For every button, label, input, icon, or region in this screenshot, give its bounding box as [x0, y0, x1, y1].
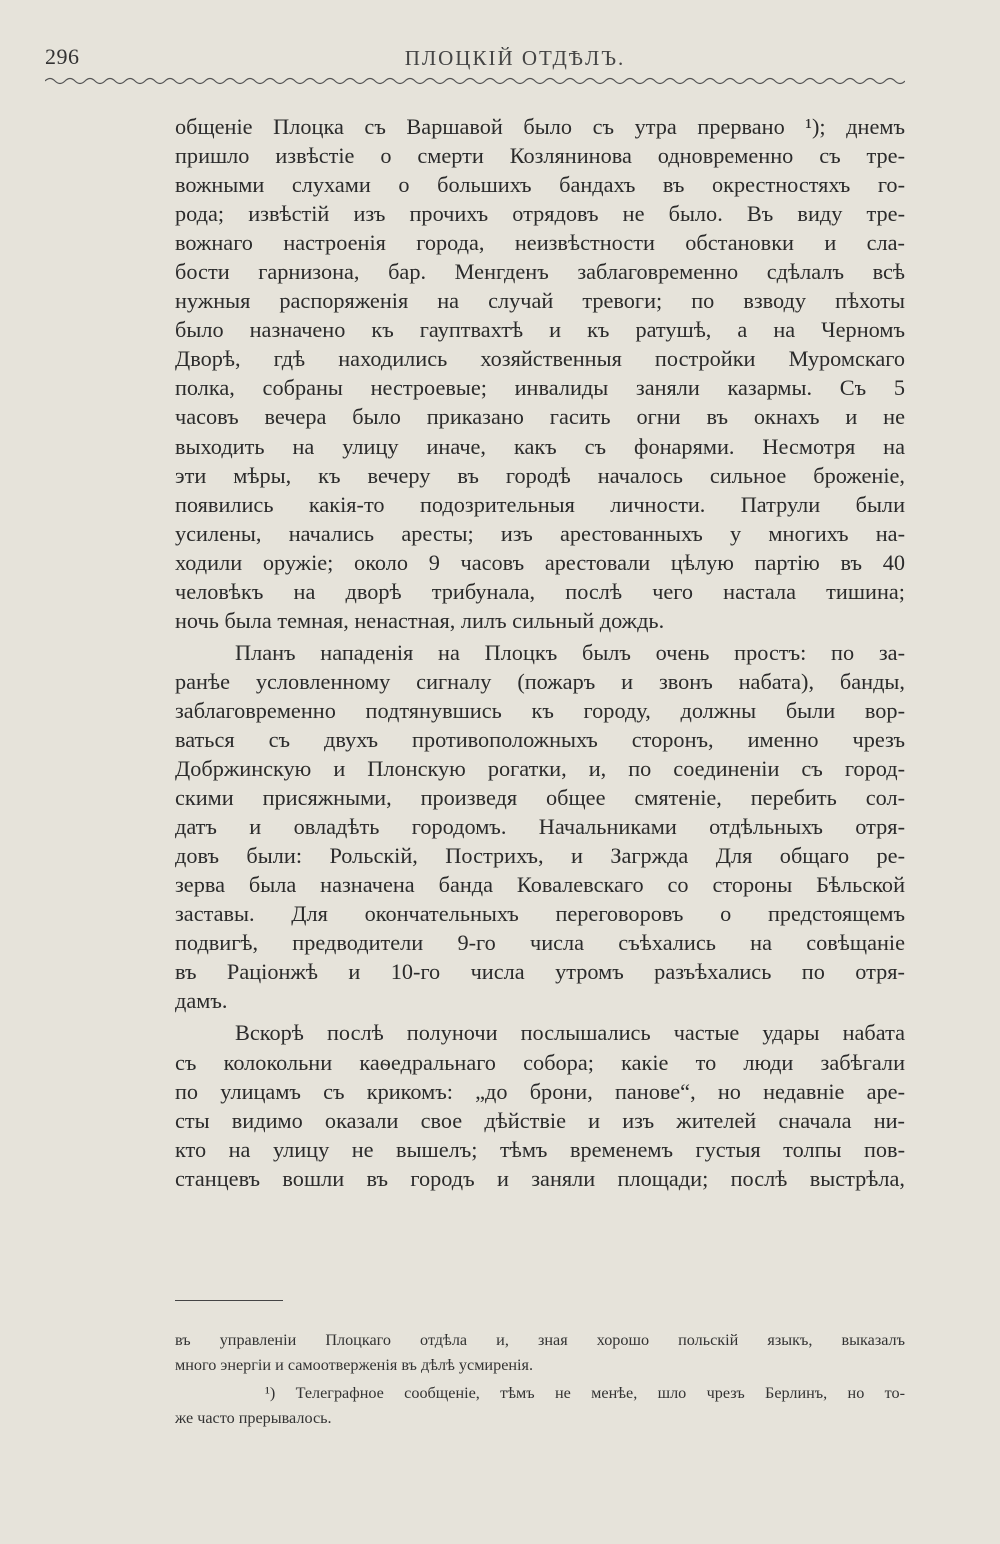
text-line: ранѣе условленному сигналу (пожаръ и звонъ набата), банды,: [175, 668, 905, 694]
text-line: Дворѣ, гдѣ находились хозяйственныя постройки Муромскаго: [175, 346, 905, 372]
text-line: Добржинскую и Плонскую рогатки, и, по соединеніи съ город-: [175, 756, 905, 782]
text-line: эти мѣры, къ вечеру въ городѣ началось сильное броженіе,: [175, 462, 905, 488]
text-line: заблаговременно подтянувшись къ городу, должны были вор-: [175, 697, 905, 723]
page-number: 296: [45, 44, 80, 69]
paragraph: [175, 112, 905, 635]
text-line: пришло извѣстіе о смерти Козлянинова одновременно съ тре-: [175, 143, 905, 169]
text-line: Планъ нападенія на Плоцкъ былъ очень простъ: по за-: [235, 639, 905, 665]
text-line: по улицамъ съ крикомъ: „до брони, панове“, но недавніе аре-: [175, 1078, 905, 1104]
text-line: ваться съ двухъ противоположныхъ сторонъ, именно чрезъ: [175, 726, 905, 752]
text-line: въ Раціонжѣ и 10-го числа утромъ разъѣхались по отря-: [175, 959, 905, 985]
footnote-line: въ управленіи Плоцкаго отдѣла и, зная хорошо польскій языкъ, выказалъ: [175, 1331, 905, 1349]
text-line: часовъ вечера было приказано гасить огни въ окнахъ и не: [175, 404, 905, 430]
footnote: [175, 1381, 905, 1430]
text-line: полка, собраны нестроевые; инвалиды заняли казармы. Съ 5: [175, 375, 905, 401]
page-header: [0, 0, 1000, 100]
text-line: выходить на улицу иначе, какъ съ фонарями. Несмотря на: [175, 433, 905, 459]
text-line: станцевъ вошли въ городъ и заняли площади; послѣ выстрѣла,: [175, 1165, 905, 1191]
body-text: [175, 112, 905, 1193]
footnote-line: ¹) Телеграфное сообщеніе, тѣмъ не менѣе, шло чрезъ Берлинъ, но то-: [265, 1384, 905, 1402]
text-line: нужныя распоряженія на случай тревоги; по взводу пѣхоты: [175, 288, 905, 314]
header-wavy-rule: [45, 74, 905, 88]
text-line: зерва была назначена банда Ковалевскаго со стороны Бѣльской: [175, 872, 905, 898]
text-line: довъ были: Рольскій, Пострихъ, и Загржда Для общаго ре-: [175, 843, 905, 869]
running-title: ПЛОЦКІЙ ОТДѢЛЪ.: [404, 46, 626, 70]
text-line: съ колокольни каѳедральнаго собора; какіе то люди забѣгали: [175, 1049, 905, 1075]
text-line: скими присяжными, произведя общее смятеніе, перебить сол-: [175, 785, 905, 811]
text-line: заставы. Для окончательныхъ переговоровъ о предстоящемъ: [175, 901, 905, 927]
text-line: рода; извѣстій изъ прочихъ отрядовъ не было. Въ виду тре-: [175, 201, 905, 227]
footnotes: [175, 1328, 905, 1430]
text-line: кто на улицу не вышелъ; тѣмъ временемъ густыя толпы пов-: [175, 1136, 905, 1162]
text-line: подвигѣ, предводители 9-го числа съѣхались на совѣщаніе: [175, 930, 905, 956]
text-line: бости гарнизона, бар. Менгденъ заблаговременно сдѣлалъ всѣ: [175, 259, 905, 285]
text-line: ходили оружіе; около 9 часовъ арестовали цѣлую партію въ 40: [175, 549, 905, 575]
text-line: датъ и овладѣть городомъ. Начальниками отдѣльныхъ отря-: [175, 814, 905, 840]
paragraph: [175, 1018, 905, 1192]
text-line: вожнаго настроенія города, неизвѣстности обстановки и сла-: [175, 230, 905, 256]
footnote-line: же часто прерывалось.: [175, 1408, 332, 1427]
text-line: вожными слухами о большихъ бандахъ въ окрестностяхъ го-: [175, 172, 905, 198]
text-line: ночь была темная, ненастная, лилъ сильный дождь.: [175, 607, 665, 633]
footnote-line: много энергіи и самоотверженія въ дѣлѣ усмиренія.: [175, 1355, 534, 1374]
text-line: сты видимо оказали свое дѣйствіе и изъ жителей сначала ни-: [175, 1107, 905, 1133]
text-line: усилены, начались аресты; изъ арестованныхъ у многихъ на-: [175, 520, 905, 546]
footnote-separator: [175, 1300, 283, 1301]
text-line: общеніе Плоцка съ Варшавой было съ утра прервано ¹); днемъ: [175, 114, 905, 139]
text-line: человѣкъ на дворѣ трибунала, послѣ чего настала тишина;: [175, 578, 905, 604]
text-line: появились какія-то подозрительныя личности. Патрули были: [175, 491, 905, 517]
text-line: дамъ.: [175, 988, 228, 1014]
footnote: [175, 1328, 905, 1377]
text-line: Вскорѣ послѣ полуночи послышались частые удары набата: [235, 1020, 905, 1046]
text-line: было назначено къ гауптвахтѣ и къ ратушѣ, а на Черномъ: [175, 317, 905, 343]
paragraph: [175, 638, 905, 1016]
